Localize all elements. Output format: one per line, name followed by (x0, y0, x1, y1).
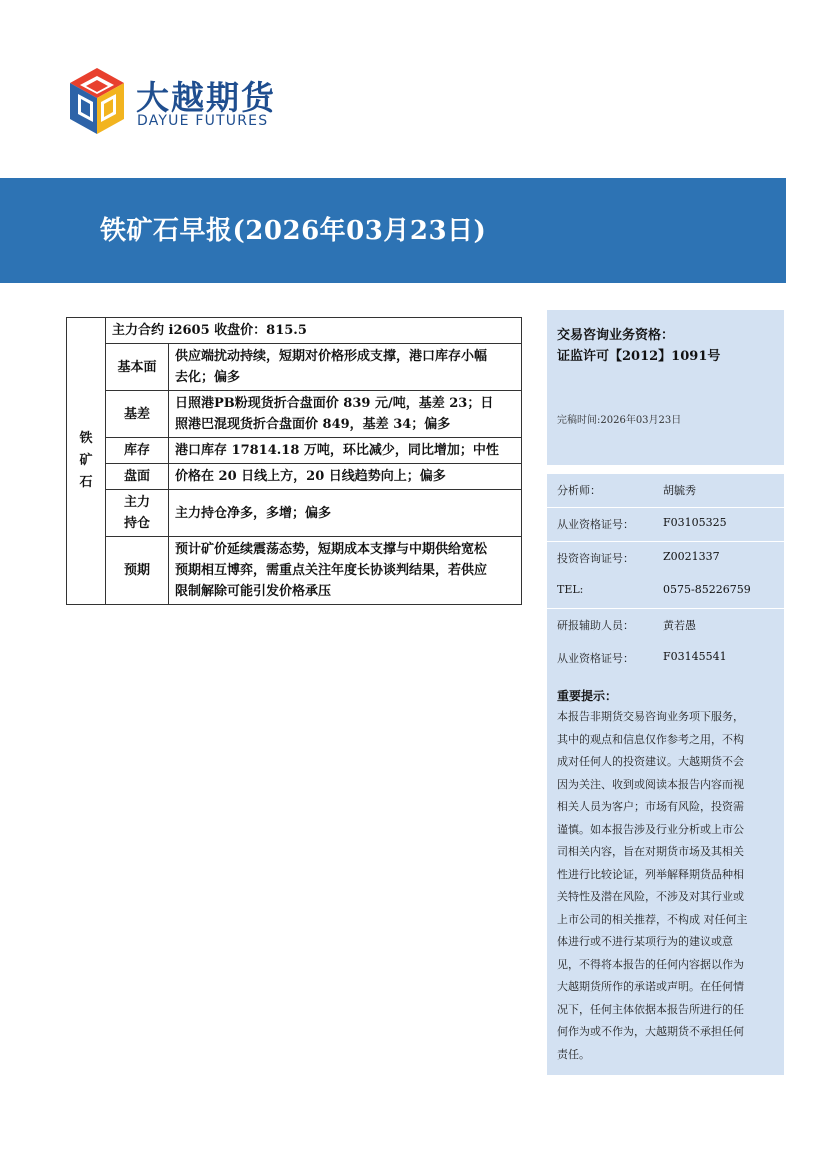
row-label: 预期 (106, 537, 169, 605)
report-title: 铁矿石早报(2026年03月23日) (100, 216, 487, 246)
table-row (67, 490, 522, 537)
content-line: 预期相互博弈，需重点关注年度长协谈判结果，若供应 (175, 563, 488, 578)
disclaimer-line: 何作为或不作为，大越期货不承担任何 (557, 1025, 744, 1038)
disclaimer-line: 司相关内容，旨在对期货市场及其相关 (557, 845, 744, 858)
label-line: 持仓 (123, 516, 150, 531)
disclaimer-line: 关特性及潜在风险，不涉及对其行业或 (557, 890, 744, 903)
disclaimer-line: 谨慎。如本报告涉及行业分析或上市公 (557, 822, 744, 836)
disclaimer-box (547, 674, 784, 1075)
info-row (547, 609, 784, 642)
row-content (169, 344, 522, 391)
iron-ore-summary-table (66, 317, 522, 605)
info-value: F03145541 (663, 650, 727, 663)
qualification-title: 交易咨询业务资格： (557, 328, 675, 343)
info-value: 0575-85226759 (663, 583, 751, 596)
row-content (169, 391, 522, 438)
contract-header: 主力合约 i2605 收盘价：815.5 (106, 318, 522, 344)
disclaimer-line: 本报告非期货交易咨询业务项下服务， (557, 710, 744, 723)
row-label: 盘面 (106, 464, 169, 490)
company-logo (66, 66, 296, 138)
commodity-char: 石 (79, 475, 93, 490)
content-line: 照港巴混现货折合盘面价 849，基差 34；偏多 (175, 417, 451, 432)
logo-mark-icon (66, 66, 128, 136)
disclaimer-line: 况下，任何主体依据本报告所进行的任 (557, 1002, 744, 1016)
row-content (169, 490, 522, 537)
content-line: 主力持仓净多，多增；偏多 (175, 505, 332, 521)
info-key: 从业资格证号： (557, 518, 634, 531)
content-line: 日照港PB粉现货折合盘面价 839 元/吨，基差 23；日 (175, 396, 494, 411)
info-row (547, 542, 784, 575)
table-row (67, 391, 522, 438)
content-line: 去化；偏多 (175, 370, 241, 385)
row-label: 库存 (106, 438, 169, 464)
table-row (67, 438, 522, 464)
info-value: 胡毓秀 (663, 484, 696, 497)
content-line: 价格在 20 日线上方，20 日线趋势向上；偏多 (175, 469, 446, 484)
info-key: TEL: (557, 583, 584, 596)
info-value: F03105325 (663, 516, 727, 529)
disclaimer-title: 重要提示： (557, 689, 618, 703)
content-line: 供应端扰动持续，短期对价格形成支撑，港口库存小幅 (175, 349, 488, 364)
disclaimer-line: 体进行或不进行某项行为的建议或意 (557, 935, 733, 948)
label-line: 主力 (123, 495, 150, 510)
row-label (106, 490, 169, 537)
info-key: 研报辅助人员： (557, 619, 634, 632)
info-key: 投资咨询证号： (557, 552, 634, 565)
info-key: 从业资格证号： (557, 652, 634, 665)
disclaimer-line: 因为关注、收到或阅读本报告内容而视 (557, 777, 744, 791)
row-label: 基本面 (106, 344, 169, 391)
content-line: 预计矿价延续震荡态势，短期成本支撑与中期供给宽松 (175, 542, 488, 557)
disclaimer-line: 见，不得将本报告的任何内容据以作为 (557, 957, 744, 971)
info-row (547, 575, 784, 608)
disclaimer-text (557, 706, 777, 1066)
commodity-char: 矿 (79, 453, 93, 468)
logo-chinese-name: 大越期货 (136, 78, 276, 117)
info-key: 分析师： (557, 484, 601, 497)
logo-english-name: DAYUE FUTURES (137, 113, 269, 129)
commodity-label-cell (67, 318, 106, 605)
info-row (547, 474, 784, 507)
table-row (67, 318, 522, 344)
row-content (169, 537, 522, 605)
row-label: 基差 (106, 391, 169, 438)
table-row (67, 537, 522, 605)
info-value: Z0021337 (663, 550, 720, 563)
info-row (547, 508, 784, 541)
sidebar (547, 310, 784, 1075)
content-line: 港口库存 17814.18 万吨，环比减少，同比增加；中性 (175, 443, 499, 458)
disclaimer-line: 其中的观点和信息仅作参考之用，不构 (557, 732, 744, 746)
row-content (169, 438, 522, 464)
table-row (67, 344, 522, 391)
completion-date: 完稿时间:2026年03月23日 (557, 415, 682, 426)
title-banner (0, 178, 786, 283)
license-number: 证监许可【2012】1091号 (557, 349, 721, 364)
disclaimer-line: 大越期货所作的承诺或声明。在任何情 (557, 980, 744, 993)
disclaimer-line: 责任。 (557, 1047, 590, 1061)
disclaimer-line: 成对任何人的投资建议。大越期货不会 (557, 755, 744, 768)
commodity-char: 铁 (79, 431, 93, 446)
info-row (547, 642, 784, 675)
disclaimer-line: 上市公司的相关推荐，不构成 对任何主 (557, 912, 748, 926)
content-line: 限制解除可能引发价格承压 (175, 584, 332, 599)
table-row (67, 464, 522, 490)
info-value: 黄若愚 (663, 619, 696, 632)
disclaimer-line: 性进行比较论证，列举解释期货品种相 (557, 867, 744, 881)
disclaimer-line: 相关人员为客户；市场有风险，投资需 (557, 800, 744, 813)
row-content (169, 464, 522, 490)
qualification-box (547, 310, 784, 465)
